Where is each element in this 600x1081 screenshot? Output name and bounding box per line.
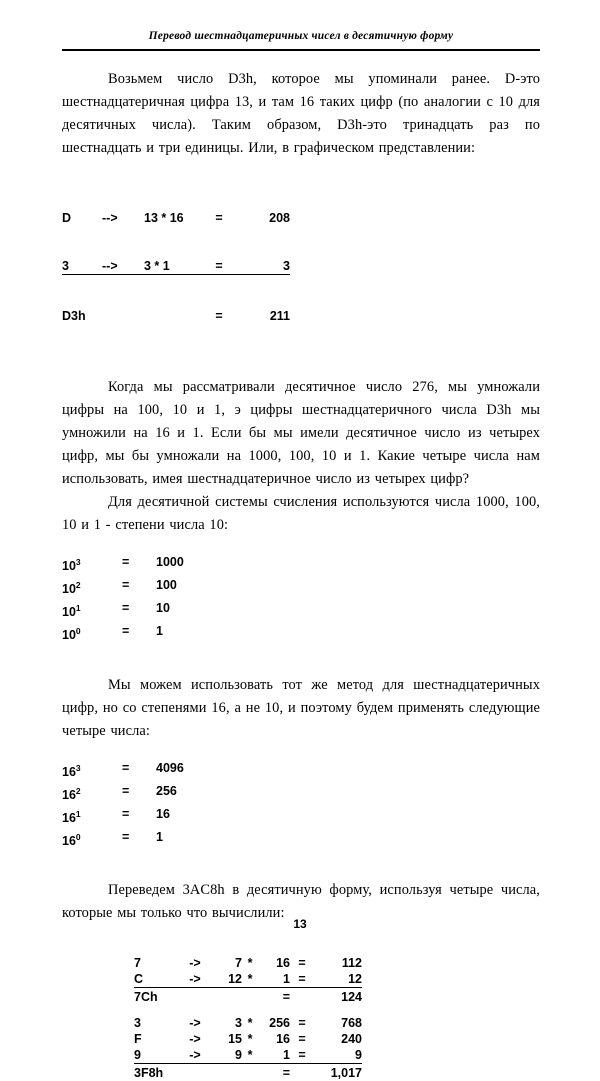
calc-equals: = (215, 211, 223, 225)
calc-total-label: 7Ch (134, 990, 158, 1005)
power-row (62, 553, 540, 576)
power-row (62, 805, 540, 828)
calc-total-equals: = (282, 990, 290, 1005)
calc-operand-1: 9 (235, 1048, 242, 1063)
power-row (62, 576, 540, 599)
power-value: 1 (156, 624, 163, 639)
calc-total-result: 1,017 (330, 1066, 362, 1081)
calc-row (62, 258, 290, 275)
power-equals: = (122, 830, 130, 845)
calc-result: 768 (341, 1016, 362, 1031)
calc-arrow-icon: -> (189, 972, 201, 987)
calc-equals: = (215, 259, 223, 273)
calc-digit-label: 9 (134, 1048, 141, 1063)
calc-result: 112 (341, 956, 362, 971)
power-equals: = (122, 806, 130, 821)
calc-row (62, 210, 540, 226)
power-equals: = (122, 578, 130, 593)
calc-equals: = (298, 956, 306, 971)
power-row (62, 782, 540, 805)
calc-total-equals: = (282, 1066, 290, 1081)
calc-total-value: 211 (269, 309, 290, 323)
calc-operand-1: 3 (235, 1016, 242, 1031)
calc-equals: = (298, 972, 306, 987)
calc-operand-1: 15 (228, 1032, 242, 1047)
power-value: 1000 (156, 555, 184, 569)
page-number: 13 (293, 917, 307, 931)
calc-total-row (134, 1064, 540, 1081)
calc-total-equals: = (215, 309, 223, 323)
paragraph-5: Переведем 3AC8h в десятичную форму, используя четыре числа, которые мы только что вычислили: (62, 882, 540, 922)
calc-result: 12 (348, 972, 362, 987)
calc-expression: 3 * 1 (144, 259, 170, 273)
calc-multiply-icon: * (247, 1016, 253, 1031)
power-value: 1 (156, 830, 163, 845)
power-exponent: 0 (75, 832, 81, 843)
calc-equals: = (298, 1048, 306, 1063)
powers-of-sixteen-table (62, 759, 540, 852)
paragraph-3: Для десятичной системы счисления используются числа 1000, 100, 10 и 1 - степени числа 10: (62, 494, 540, 533)
calc-digit-label: D (62, 211, 72, 225)
calc-equals: = (298, 1032, 306, 1047)
calc-group-2 (134, 1015, 540, 1081)
power-exponent: 0 (75, 626, 81, 637)
power-base: $10^3$ (62, 557, 81, 574)
powers-of-ten-table (62, 553, 540, 646)
calc-multiply-icon: * (247, 1048, 253, 1063)
calc-operand-2: 1 (283, 1048, 290, 1063)
power-exponent: 1 (75, 808, 81, 819)
power-value: 4096 (156, 760, 184, 775)
calc-digit-label: 3 (62, 259, 69, 273)
paragraph-2: Когда мы рассматривали десятичное число 276, мы умножали цифры на 100, 10 и 1, э цифры шестнадцатеричного числа D3h мы умножили на 16 и 1. Если бы мы имели десятичное число из четырех цифр, мы бы умножали на 1000, 100, 10 и 1. Какие четыре числа нам использовать, имея шестнадцатеричное число из четырех цифр? (62, 379, 540, 487)
calc-expression: 13 * 16 (144, 211, 184, 225)
calc-multiply-icon: * (247, 956, 253, 971)
power-base: $10^2$ (62, 580, 81, 597)
calc-arrow-icon: --> (102, 259, 118, 273)
power-exponent: 3 (75, 557, 81, 567)
power-exponent: 2 (75, 785, 81, 796)
calculation-d3h (62, 178, 540, 356)
calc-multiply-icon: * (247, 1032, 253, 1047)
calculation-3ac8h (134, 955, 540, 1081)
calc-result: 9 (355, 1048, 362, 1063)
power-base: $16^3$ (62, 762, 81, 779)
power-equals: = (122, 555, 130, 569)
power-exponent: 2 (75, 580, 81, 591)
calc-result: 240 (341, 1032, 362, 1047)
calc-equals: = (298, 1016, 306, 1031)
paragraph-1: Возьмем число D3h, которое мы упоминали ранее. D-это шестнадцатеричная цифра 13, и там 16 таких цифр (по аналогии с 10 для десятичных числа). Таким образом, D3h-это тринадцать раз по шестнадцать и три единицы. Или, в графическом представлении: (62, 71, 540, 156)
power-base: $10^1$ (62, 603, 81, 620)
calc-operand-1: 7 (235, 956, 242, 971)
calc-digit-label: 3 (134, 1016, 141, 1031)
power-value: 10 (156, 601, 170, 616)
calc-total-row (134, 988, 540, 1005)
calc-arrow-icon: -> (189, 956, 201, 971)
power-equals: = (122, 624, 130, 639)
power-row (62, 828, 540, 851)
power-value: 100 (156, 578, 177, 593)
calc-multiply-icon: * (247, 972, 253, 987)
power-base: $16^1$ (62, 808, 81, 826)
calc-row (134, 1015, 540, 1031)
power-row (62, 759, 540, 782)
power-row (62, 622, 540, 645)
power-row (62, 599, 540, 622)
calc-total-row (62, 307, 540, 324)
calc-arrow-icon: -> (189, 1016, 201, 1031)
calc-value: 3 (283, 259, 290, 273)
power-equals: = (122, 601, 130, 616)
calc-arrow-icon: -> (189, 1032, 201, 1047)
calc-operand-2: 16 (276, 1032, 290, 1047)
calc-value: 208 (269, 211, 290, 225)
calc-arrow-icon: --> (102, 211, 118, 225)
calc-operand-2: 16 (276, 956, 290, 971)
power-base: $10^0$ (62, 626, 81, 643)
power-base: $16^2$ (62, 785, 81, 802)
calc-group-1 (134, 955, 540, 1005)
calc-operand-2: 256 (269, 1016, 290, 1031)
header-divider (62, 49, 540, 51)
calc-operand-1: 12 (228, 972, 242, 987)
calc-row (134, 971, 362, 988)
calc-digit-label: F (134, 1032, 142, 1047)
power-value: 16 (156, 806, 170, 821)
calc-row (134, 1031, 540, 1047)
calc-digit-label: 7 (134, 956, 141, 971)
power-exponent: 3 (75, 762, 81, 773)
calc-row (134, 1047, 362, 1064)
page-header-title: Перевод шестнадцатеричных чисел в десятичную форму (148, 30, 454, 42)
calc-total-result: 124 (341, 990, 362, 1005)
power-base: $16^0$ (62, 832, 81, 849)
calc-total-label: 3F8h (134, 1066, 164, 1081)
power-equals: = (122, 760, 130, 775)
calc-total-label: D3h (62, 309, 86, 323)
power-value: 256 (156, 783, 177, 798)
power-equals: = (122, 783, 130, 798)
calc-digit-label: C (134, 972, 144, 987)
paragraph-4: Мы можем использовать тот же метод для шестнадцатеричных цифр, но со степенями 16, а не 10, и поэтому будем применять следующие четыре числа: (62, 676, 540, 739)
power-exponent: 1 (75, 603, 81, 614)
calc-arrow-icon: -> (189, 1048, 201, 1063)
calc-operand-2: 1 (283, 972, 290, 987)
